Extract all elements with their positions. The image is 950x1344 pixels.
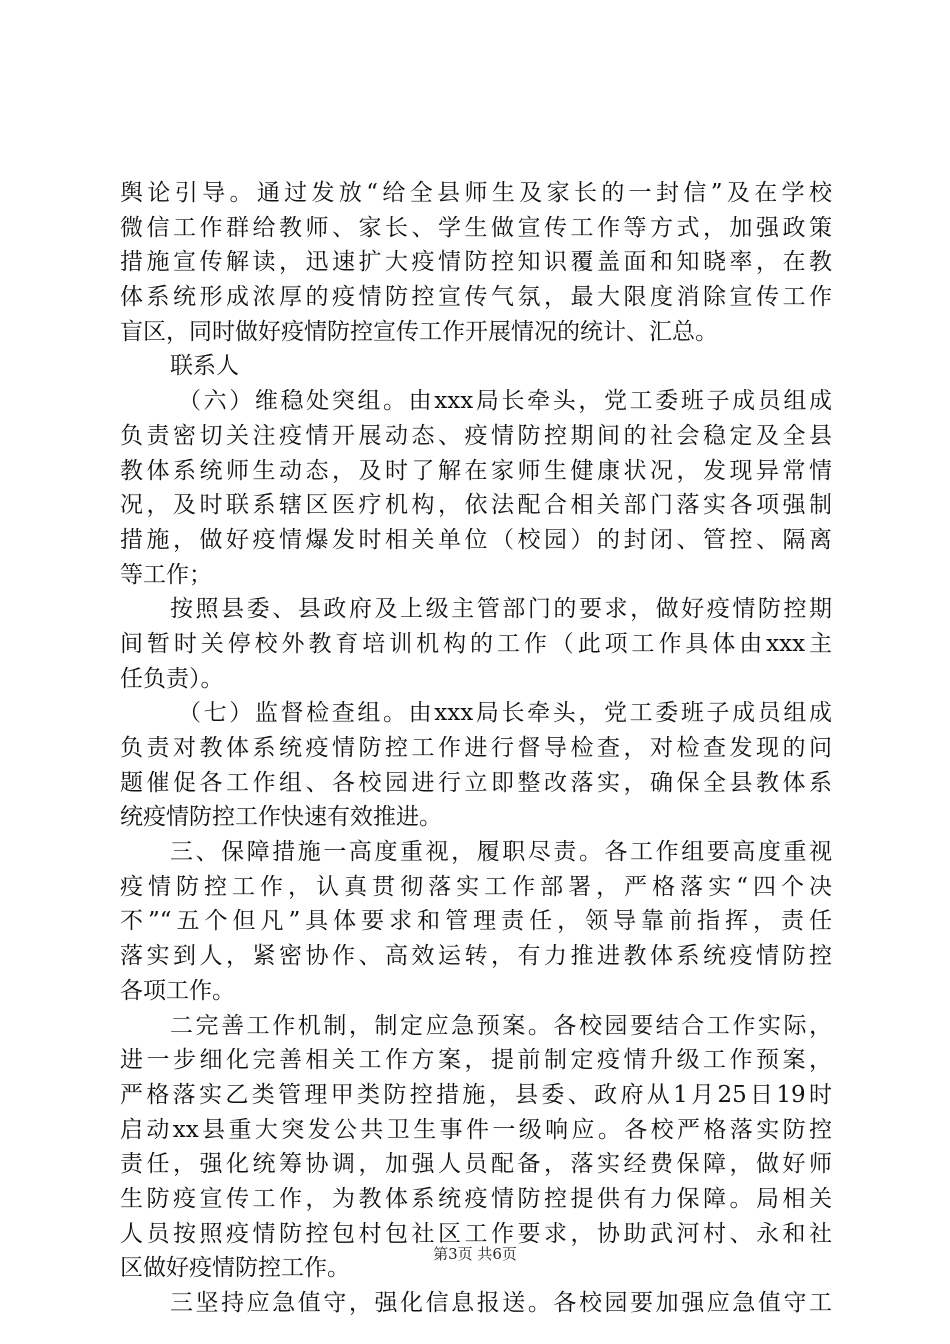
text-line: 等工作； bbox=[120, 561, 212, 588]
text-line: 统疫情防控工作快速有效推进。 bbox=[120, 804, 442, 831]
text-line: （七）监督检查组。由xxx局长牵头，党工委班子成员组成 bbox=[178, 700, 832, 727]
text-line: 况，及时联系辖区医疗机构，依法配合相关部门落实各项强制 bbox=[120, 492, 832, 519]
text-line: 落实到人，紧密协作、高效运转，有力推进教体系统疫情防控 bbox=[120, 943, 832, 970]
text-line: 启动xx县重大突发公共卫生事件一级响应。各校严格落实防控 bbox=[120, 1116, 832, 1143]
text-line: 措施宣传解读，迅速扩大疫情防控知识覆盖面和知晓率，在教 bbox=[120, 249, 832, 276]
text-line: 区做好疫情防控工作。 bbox=[120, 1255, 350, 1282]
text-line: （六）维稳处突组。由xxx局长牵头，党工委班子成员组成 bbox=[178, 388, 832, 415]
document-body bbox=[120, 176, 832, 1321]
text-line: 负责对教体系统疫情防控工作进行督导检查，对检查发现的问 bbox=[120, 735, 832, 761]
text-line: 题催促各工作组、各校园进行立即整改落实，确保全县教体系 bbox=[120, 769, 832, 796]
text-line: 舆论引导。通过发放“给全县师生及家长的一封信”及在学校 bbox=[120, 180, 832, 206]
text-line: 生防疫宣传工作，为教体系统疫情防控提供有力保障。局相关 bbox=[120, 1185, 832, 1212]
text-line: 按照县委、县政府及上级主管部门的要求，做好疫情防控期 bbox=[170, 596, 832, 623]
text-line: 二完善工作机制，制定应急预案。各校园要结合工作实际， bbox=[170, 1012, 832, 1039]
text-line: 任负责）。 bbox=[120, 665, 224, 692]
text-line: 严格落实乙类管理甲类防控措施，县委、政府从1月25日19时 bbox=[120, 1081, 832, 1108]
text-line: 不”“五个但凡”具体要求和管理责任，领导靠前指挥，责任 bbox=[120, 908, 832, 935]
text-line: 教体系统师生动态，及时了解在家师生健康状况，发现异常情 bbox=[120, 457, 832, 484]
text-line: 联系人 bbox=[170, 353, 239, 380]
text-line: 微信工作群给教师、家长、学生做宣传工作等方式，加强政策 bbox=[120, 214, 832, 241]
text-line: 进一步细化完善相关工作方案，提前制定疫情升级工作预案， bbox=[120, 1047, 832, 1074]
text-line: 疫情防控工作，认真贯彻落实工作部署，严格落实“四个决 bbox=[120, 873, 832, 900]
text-line: 负责密切关注疫情开展动态、疫情防控期间的社会稳定及全县 bbox=[120, 422, 832, 449]
text-line: 责任，强化统筹协调，加强人员配备，落实经费保障，做好师 bbox=[120, 1151, 832, 1178]
text-line: 措施，做好疫情爆发时相关单位（校园）的封闭、管控、隔离 bbox=[120, 526, 832, 553]
text-line: 盲区，同时做好疫情防控宣传工作开展情况的统计、汇总。 bbox=[120, 318, 718, 345]
text-line: 人员按照疫情防控包村包社区工作要求，协助武河村、永和社 bbox=[120, 1220, 832, 1247]
text-line: 体系统形成浓厚的疫情防控宣传气氛，最大限度消除宣传工作 bbox=[120, 284, 832, 311]
text-line: 三、保障措施一高度重视，履职尽责。各工作组要高度重视 bbox=[170, 839, 832, 866]
text-line: 三坚持应急值守，强化信息报送。各校园要加强应急值守工 bbox=[170, 1290, 832, 1316]
text-line: 各项工作。 bbox=[120, 977, 235, 1004]
page-number-footer: 第3页 共6页 bbox=[433, 1245, 517, 1263]
text-line: 间暂时关停校外教育培训机构的工作（此项工作具体由xxx主 bbox=[120, 630, 832, 657]
